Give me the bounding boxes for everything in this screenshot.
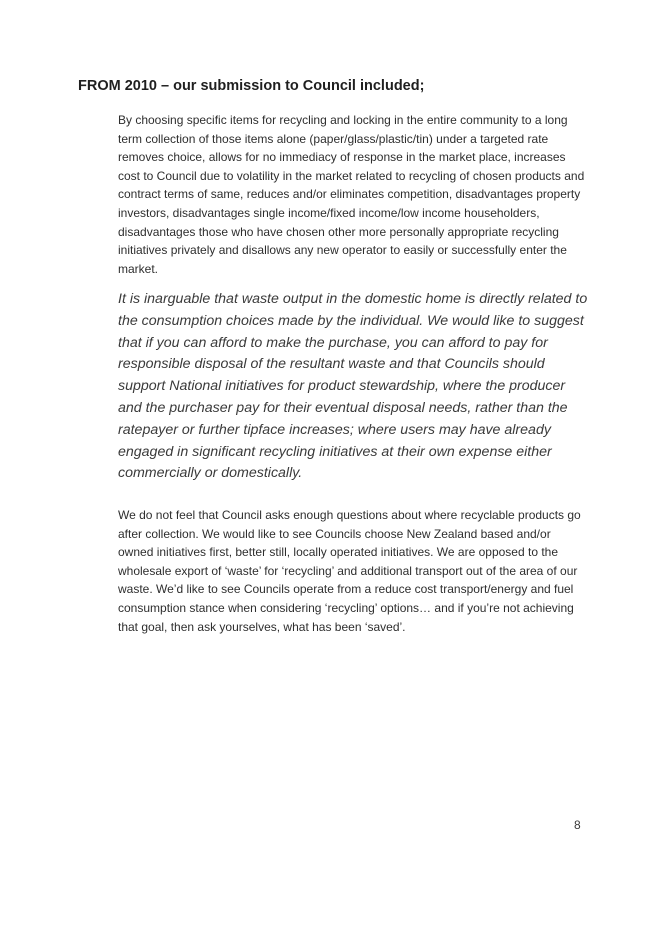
closing-paragraph: We do not feel that Council asks enough questions about where recyclable products go after collection. We would like to see Councils choose New Zealand based and/or owned initiatives first, better still, locally operated initiatives. We are opposed to the wholesale export of ‘waste’ for ‘recycling’ and additional transport out of the area of our waste. We’d like to see Councils operate from a reduce cost transport/energy and fuel consumption stance when considering ‘recycling’ options… and if you’re not achieving that goal, then ask yourselves, what has been ‘saved’. [118,508,581,634]
page-number: 8 [574,818,581,832]
italic-statement-paragraph: It is inarguable that waste output in the domestic home is directly related to the consumption choices made by the individual. We would like to suggest that if you can afford to make the purchase, you can afford to pay for responsible disposal of the resultant waste and that Councils should support National initiatives for product stewardship, where the producer and the purchaser pay for their eventual disposal needs, rather than the ratepayer or further tipface increases; where users may have already engaged in significant recycling initiatives at their own expense either commercially or domestically. [118,291,588,482]
submission-paragraph: By choosing specific items for recycling and locking in the entire community to a long term collection of those items alone (paper/glass/plastic/tin) under a targeted rate removes choice, allows for no immediacy of response in the market place, increases cost to Council due to volatility in the market related to recycling of chosen products and contract terms of same, reduces and/or eliminates competition, disadvantages property investors, disadvantages single income/fixed income/low income householders, disadvantages those who have chosen other more personally appropriate recycling initiatives privately and disallows any new operator to easily or successfully enter the market. [118,113,585,276]
section-heading: FROM 2010 – our submission to Council included; [78,78,425,94]
